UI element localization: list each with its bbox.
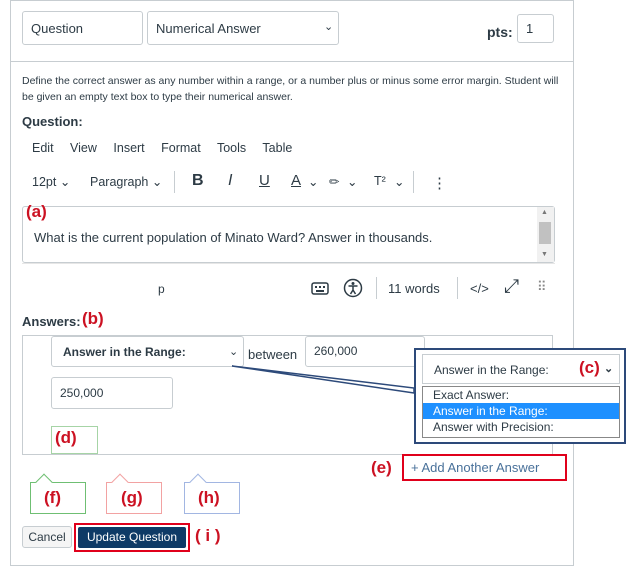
dropdown-options-list: [422, 386, 620, 438]
cancel-button[interactable]: Cancel: [22, 526, 72, 548]
chevron-down-icon: ⌄: [229, 346, 239, 358]
underline-icon[interactable]: U: [259, 172, 270, 189]
bold-icon[interactable]: B: [192, 172, 204, 189]
question-description: Define the correct answer as any number within a range, or a number plus or minus some error margin. Student will be given an empty text box to type their numerical answer.: [22, 75, 559, 103]
menu-tools[interactable]: Tools: [216, 141, 247, 155]
scroll-down-icon[interactable]: ▼: [541, 251, 548, 258]
update-question-button[interactable]: Update Question: [78, 527, 186, 548]
text-color-icon[interactable]: A: [291, 172, 302, 189]
annotation-i: ( i ): [195, 526, 221, 545]
menu-table[interactable]: Table: [262, 141, 293, 155]
question-name-input[interactable]: Question: [22, 11, 143, 45]
html-editor-icon[interactable]: </>: [470, 281, 489, 296]
scroll-up-icon[interactable]: ▲: [541, 209, 548, 216]
highlight-icon[interactable]: ✏: [329, 175, 340, 189]
range-start-input[interactable]: 260,000: [305, 336, 425, 367]
dropdown-select[interactable]: Answer in the Range:: [422, 354, 620, 384]
resize-handle-icon[interactable]: ⠿: [537, 279, 547, 294]
chevron-down-icon[interactable]: ⌄: [394, 175, 405, 189]
question-label: Question:: [22, 114, 83, 129]
annotation-d: (d): [55, 428, 77, 447]
points-label: pts:: [487, 24, 513, 40]
italic-icon[interactable]: I: [228, 172, 233, 189]
annotation-f: (f): [44, 488, 61, 507]
chevron-down-icon: ⌄: [604, 363, 614, 375]
editor-content[interactable]: What is the current population of Minato Ward? Answer in thousands.: [34, 230, 433, 245]
menu-insert[interactable]: Insert: [113, 141, 145, 155]
word-count[interactable]: 11 words: [388, 281, 440, 296]
menu-view[interactable]: View: [70, 141, 97, 155]
range-end-input[interactable]: 250,000: [51, 377, 173, 409]
answer-type-select[interactable]: Answer in the Range:: [51, 336, 244, 367]
chevron-down-icon: ⌄: [151, 175, 163, 189]
between-label: between: [248, 347, 298, 362]
points-input[interactable]: 1: [517, 14, 554, 43]
annotation-a: (a): [26, 202, 47, 221]
annotation-g: (g): [121, 488, 143, 507]
annotation-h: (h): [198, 488, 220, 507]
option-answer-with-precision[interactable]: Answer with Precision:: [433, 420, 554, 434]
add-another-answer-button[interactable]: + Add Another Answer: [402, 454, 567, 481]
menu-format[interactable]: Format: [161, 141, 201, 155]
menu-edit[interactable]: Edit: [32, 141, 54, 155]
question-type-select[interactable]: Numerical Answer: [147, 11, 339, 45]
fullscreen-icon[interactable]: ⤢: [504, 276, 520, 297]
chevron-down-icon[interactable]: ⌄: [308, 175, 319, 189]
element-path[interactable]: p: [158, 282, 165, 296]
option-answer-in-range[interactable]: Answer in the Range:: [423, 403, 619, 419]
more-options-icon[interactable]: ⋮: [432, 175, 447, 192]
superscript-icon[interactable]: T²: [374, 174, 386, 188]
answers-label: Answers:: [22, 314, 81, 329]
chevron-down-icon: ⌄: [59, 175, 71, 189]
chevron-down-icon: ⌄: [324, 21, 334, 33]
font-size-label: 12pt: [32, 175, 57, 189]
annotation-c: (c): [579, 358, 600, 377]
option-exact-answer[interactable]: Exact Answer:: [433, 388, 510, 402]
chevron-down-icon[interactable]: ⌄: [347, 175, 358, 189]
annotation-e: (e): [371, 458, 392, 477]
annotation-b: (b): [82, 309, 104, 328]
block-format-label: Paragraph: [90, 175, 149, 189]
